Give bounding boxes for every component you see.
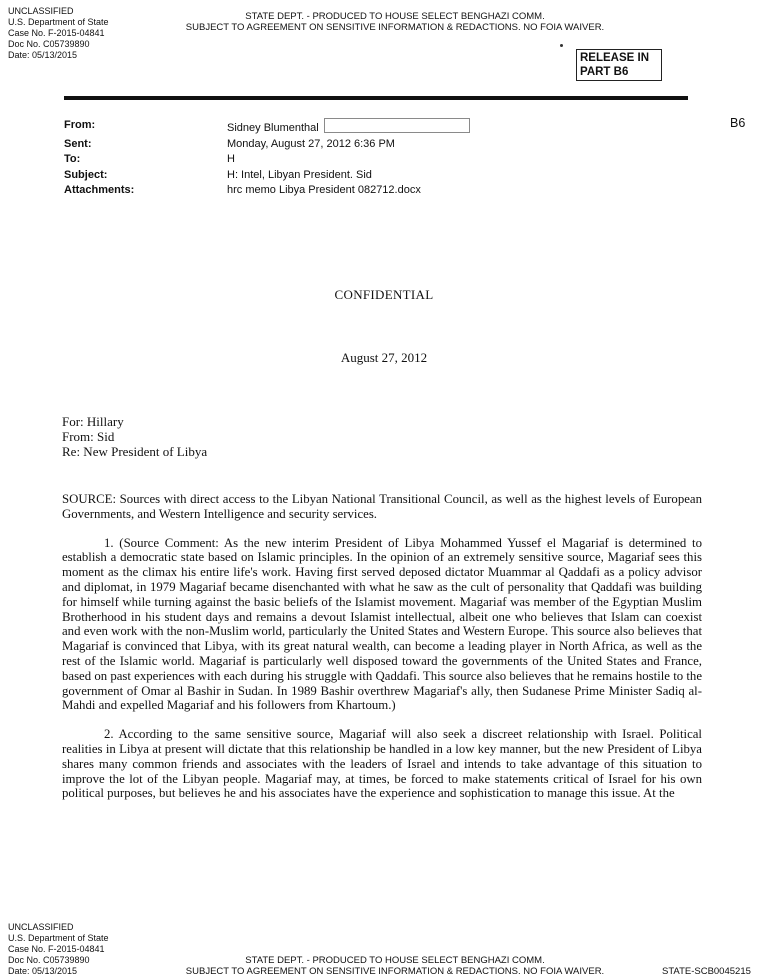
from-value (227, 118, 470, 137)
footer-agency-label: U.S. Department of State (8, 933, 109, 943)
header-production-notice (150, 11, 640, 33)
email-to-row (64, 152, 470, 168)
classification-label: UNCLASSIFIED (8, 6, 74, 16)
document-id: STATE-SCB0045215 (662, 966, 751, 977)
footer-release-date: Date: 05/13/2015 (8, 966, 78, 976)
case-number: Case No. F-2015-04841 (8, 28, 105, 38)
header-divider (64, 96, 688, 100)
email-header (64, 118, 470, 199)
sent-value: Monday, August 27, 2012 6:36 PM (227, 137, 395, 150)
subject-label: Subject: (64, 168, 108, 181)
production-notice-line2: SUBJECT TO AGREEMENT ON SENSITIVE INFORMATION & REDACTIONS. NO FOIA WAIVER. (185, 22, 605, 33)
footer-notice-line2: SUBJECT TO AGREEMENT ON SENSITIVE INFORMATION & REDACTIONS. NO FOIA WAIVER. (185, 966, 605, 977)
email-from-row (64, 118, 470, 137)
attachment-filename: hrc memo Libya President 082712.docx (227, 184, 421, 196)
email-sent-row (64, 137, 470, 153)
redaction-box (324, 118, 470, 133)
source-paragraph: SOURCE: Sources with direct access to the Libyan National Transitional Council, as well as the highest levels of European Governments, and Western Intelligence and security services. (62, 492, 702, 521)
release-date: Date: 05/13/2015 (8, 50, 78, 60)
confidential-heading: CONFIDENTIAL (334, 287, 434, 302)
memo-routing (62, 414, 207, 459)
paragraph-1: 1. (Source Comment: As the new interim President of Libya Mohammed Yussef el Magariaf is determined to establish a democratic state based on Islamic principles. In the opinion of an extremely sensitive source, Magariaf sees this moment as the climax his entire life's work. Having first served deposed dictator Muammar al Qaddafi as a policy advisor and diplomat, in 1979 Magariaf became disenchanted with what he saw as the cult of personality that Qaddafi was building for himself while turning against the basic beliefs of the Islamist movement. Magariaf was member of the Egyptian Muslim Brotherhood in his student days and remains a devout Islamist intellectual, albeit one who believes that Islam can coexist and even work with the non-Muslim world, particularly the United States and Western Europe. This source also believes that Magariaf is convinced that Libya, with its great natural wealth, can become a leading player in North Africa, as well as the rest of the Islamic world. Magariaf is particularly well disposed toward the governments of the United States and France, based on past experiences with each during his struggle with Qaddafi. This source also believes that he remains hostile to the government of Omar al Bashir in Sudan. In 1989 Bashir overthrew Magariaf's ally, then Sudanese Prime Minister Sadiq al-Mahdi and expelled Magariaf and his followers from Khartoum.) (62, 535, 702, 713)
memo-for: For: Hillary (62, 414, 124, 429)
paragraph-2: 2. According to the same sensitive source, Magariaf will also seek a discreet relationship with Israel. Political realities in Libya at present will dictate that this relationship be handled in a low key manner, but the new President of Libya shares many common friends and associates with the leaders of Israel and intends to take advantage of this situation to improve the lot of the Libyan people. Magariaf may, at times, be forced to make statements critical of Israel for his own political purposes, but believes he and his associates have the experience and sophistication to manage this issue. At the (62, 727, 702, 801)
header-classification-block (8, 6, 109, 61)
footer-production-notice (150, 955, 640, 977)
from-label: From: (64, 119, 96, 131)
doc-number: Doc No. C05739890 (8, 39, 90, 49)
agency-label: U.S. Department of State (8, 17, 109, 27)
subject-value: H: Intel, Libyan President. Sid (227, 168, 372, 181)
footer-doc-number: Doc No. C05739890 (8, 955, 90, 965)
memo-body (62, 492, 702, 815)
footer-classification-block (8, 922, 109, 977)
stray-mark (560, 44, 563, 47)
footer-notice-line1: STATE DEPT. - PRODUCED TO HOUSE SELECT BENGHAZI COMM. (245, 955, 545, 966)
redaction-code: B6 (730, 116, 746, 130)
to-label: To: (64, 153, 81, 165)
production-notice-line1: STATE DEPT. - PRODUCED TO HOUSE SELECT BENGHAZI COMM. (245, 11, 545, 22)
release-box-line2: PART B6 (580, 66, 629, 78)
sent-label: Sent: (64, 137, 92, 150)
attachments-label: Attachments: (64, 184, 135, 196)
memo-date: August 27, 2012 (340, 350, 428, 365)
memo-re: Re: New President of Libya (62, 444, 208, 459)
release-box (576, 49, 662, 81)
to-value: H (227, 153, 235, 165)
memo-from: From: Sid (62, 429, 115, 444)
sender-name: Sidney Blumenthal (227, 122, 319, 134)
release-box-line1: RELEASE IN (580, 52, 650, 64)
footer-classification-label: UNCLASSIFIED (8, 922, 74, 932)
email-subject-row (64, 168, 470, 184)
footer-case-number: Case No. F-2015-04841 (8, 944, 105, 954)
email-attachments-row (64, 183, 470, 199)
